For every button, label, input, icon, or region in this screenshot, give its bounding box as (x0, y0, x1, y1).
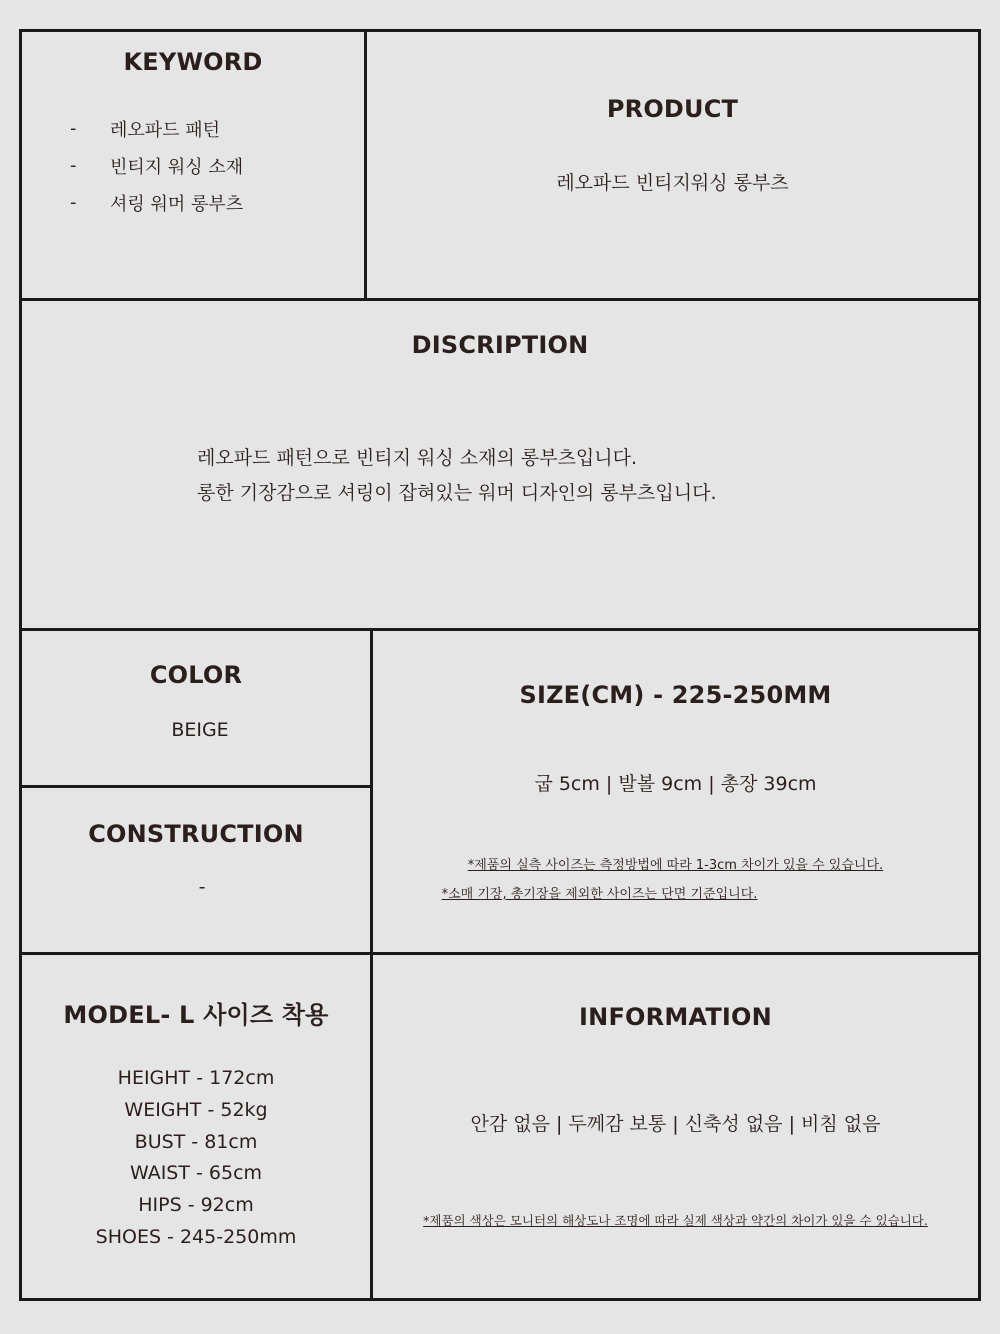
color-title: COLOR (149, 661, 243, 689)
keyword-text: 빈티지 워싱 소재 (110, 156, 244, 178)
size-title: SIZE(CM) - 225-250MM (519, 681, 832, 709)
model-stat: WEIGHT - 52kg (124, 1098, 268, 1121)
model-stat: SHOES - 245-250mm (95, 1225, 297, 1248)
information-title: INFORMATION (579, 1003, 772, 1031)
keyword-text: 셔링 워머 롱부츠 (110, 193, 244, 215)
size-note: *제품의 실측 사이즈는 측정방법에 따라 1-3cm 차이가 있을 수 있습니다. (467, 858, 884, 873)
description-title: DISCRIPTION (411, 331, 589, 359)
description-text (197, 441, 716, 511)
construction-value: - (198, 876, 206, 898)
model-stat: HEIGHT - 172cm (117, 1067, 275, 1089)
keyword-text: 레오파드 패턴 (110, 119, 221, 141)
product-title: PRODUCT (606, 95, 739, 123)
product-cell (367, 32, 978, 298)
model-stats (22, 1063, 370, 1254)
information-details: 안감 없음 | 두께감 보통 | 신축성 없음 | 비침 없음 (470, 1113, 881, 1135)
size-cell (373, 631, 978, 952)
keyword-dash: - (70, 155, 77, 176)
model-title: MODEL- L 사이즈 착용 (63, 1001, 329, 1029)
keyword-item (70, 184, 243, 221)
model-stat: WAIST - 65cm (129, 1162, 263, 1185)
keyword-dash: - (70, 118, 77, 139)
size-note: *소매 기장, 총기장을 제외한 사이즈는 단면 기준입니다. (441, 887, 758, 902)
information-note: *제품의 색상은 모니터의 해상도나 조명에 따라 실제 색상과 약간의 차이가 있을 수 있습니다. (423, 1213, 928, 1228)
construction-cell (22, 788, 370, 952)
model-stat: HIPS - 92cm (138, 1194, 254, 1217)
keyword-cell (22, 32, 364, 298)
product-info-sheet (19, 29, 981, 1301)
keyword-item (70, 147, 243, 184)
construction-title: CONSTRUCTION (88, 820, 304, 848)
description-line: 롱한 기장감으로 셔링이 잡혀있는 워머 디자인의 롱부츠입니다. (197, 482, 717, 504)
color-value: BEIGE (171, 719, 229, 741)
model-cell (22, 955, 370, 1298)
keyword-dash: - (70, 192, 77, 213)
product-name: 레오파드 빈티지워싱 롱부츠 (556, 172, 789, 194)
keyword-list (70, 110, 243, 221)
size-measure: 굽 5cm | 발볼 9cm | 총장 39cm (534, 773, 817, 795)
color-cell (22, 631, 370, 785)
description-line: 레오파드 패턴으로 빈티지 워싱 소재의 롱부츠입니다. (197, 447, 638, 469)
model-stat: BUST - 81cm (134, 1130, 258, 1153)
keyword-title: KEYWORD (123, 48, 263, 76)
keyword-item (70, 110, 243, 147)
description-cell (22, 301, 978, 628)
information-cell (373, 955, 978, 1298)
